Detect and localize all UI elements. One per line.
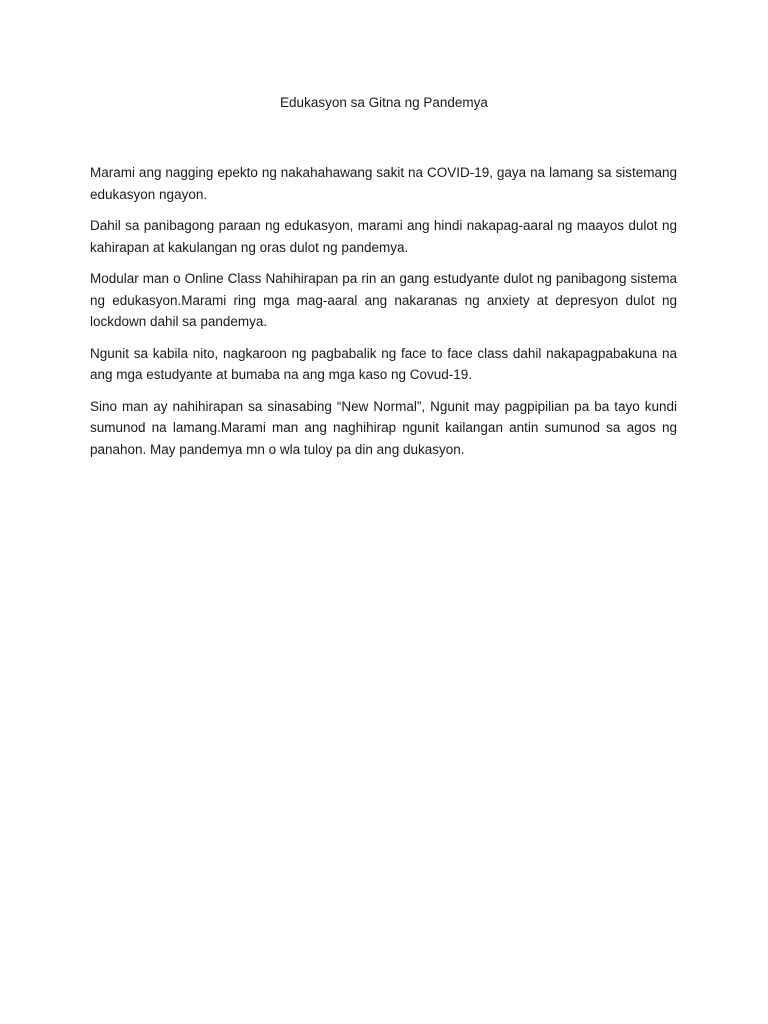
document-title: Edukasyon sa Gitna ng Pandemya (280, 95, 488, 110)
paragraph: Dahil sa panibagong paraan ng edukasyon, marami ang hindi nakapag-aaral ng maayos dulot ng kahirapan at kakulangan ng oras dulot ng pandemya. (90, 218, 677, 255)
paragraph: Modular man o Online Class Nahihirapan pa rin an gang estudyante dulot ng panibagong sistema ng edukasyon.Marami ring mga mag-aaral ang nakaranas ng anxiety at depresyon dulot ng lockdown dahil sa pandemya. (90, 271, 677, 329)
paragraph: Sino man ay nahihirapan sa sinasabing “New Normal”, Ngunit may pagpipilian pa ba tayo kundi sumunod na lamang.Marami man ang naghihirap ngunit kailangan antin sumunod sa agos ng panahon. May pandemya mn o wla tuloy pa din ang dukasyon. (90, 398, 677, 457)
document-body (90, 162, 677, 470)
paragraph: Ngunit sa kabila nito, nagkaroon ng pagbabalik ng face to face class dahil nakapagpabakuna na ang mga estudyante at bumaba na ang mga kaso ng Covud-19. (90, 345, 677, 382)
paragraph: Marami ang nagging epekto ng nakahahawang sakit na COVID-19, gaya na lamang sa sistemang edukasyon ngayon. (90, 165, 677, 202)
